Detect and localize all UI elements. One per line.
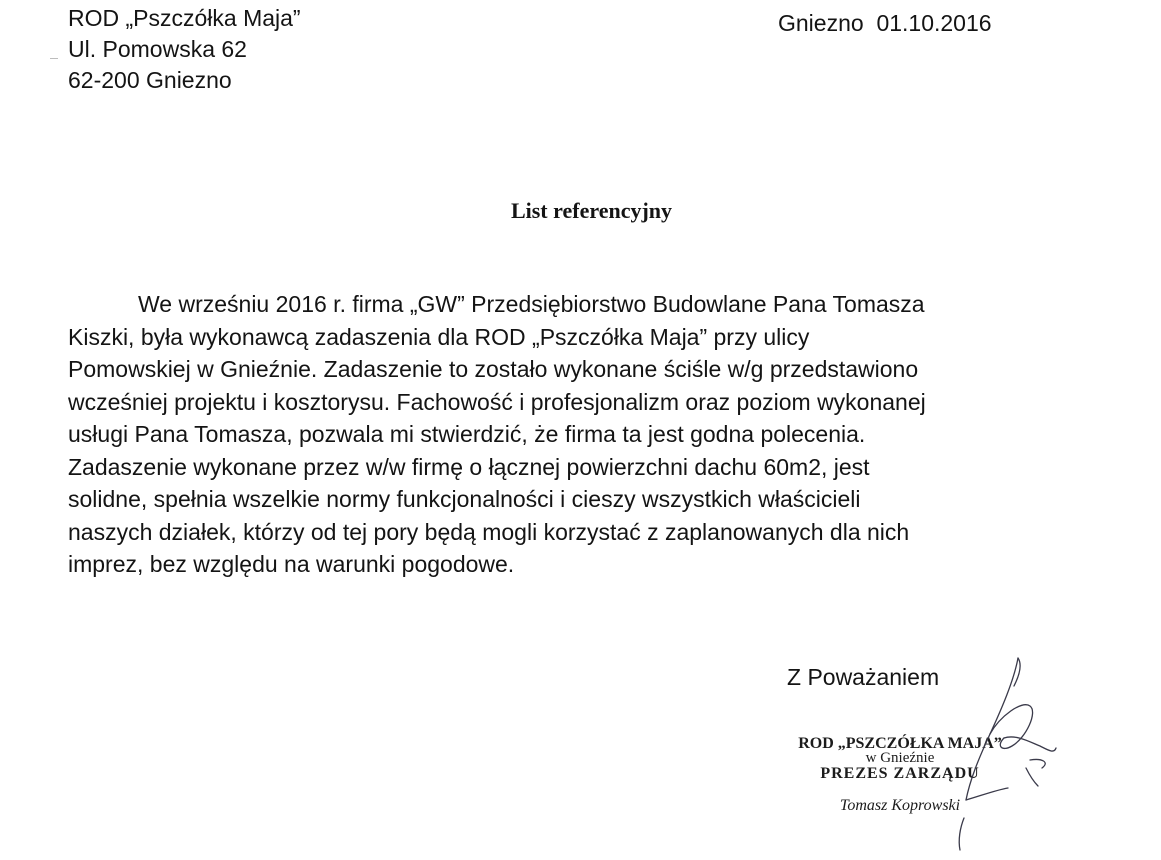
closing-salutation: Z Poważaniem [787, 664, 940, 690]
body-line: wcześniej projektu i kosztorysu. Fachowość i profesjonalizm oraz poziom wykonanej [68, 388, 926, 415]
stamp-organization: ROD „PSZCZÓŁKA MAJA” [798, 735, 1002, 752]
place-and-date: Gniezno 01.10.2016 [778, 10, 992, 36]
sender-name: ROD „Pszczółka Maja” [68, 5, 301, 31]
body-line: solidne, spełnia wszelkie normy funkcjonalności i cieszy wszystkich właścicieli [68, 486, 861, 512]
body-line: Pomowskiej w Gnieźnie. Zadaszenie to zostało wykonane ściśle w/g przedstawiono [68, 356, 919, 382]
sender-street: Ul. Pomowska 62 [68, 36, 247, 62]
stamp-position: PREZES ZARZĄDU [820, 765, 980, 782]
body-line: naszych działek, którzy od tej pory będą mogli korzystać z zaplanowanych dla nich [68, 518, 910, 545]
stamp-location: w Gnieźnie [865, 750, 935, 766]
body-line: Zadaszenie wykonane przez w/w firmę o łącznej powierzchni dachu 60m2, jest [68, 453, 870, 480]
sender-address-block [68, 3, 301, 96]
letter-title: List referencyjny [510, 198, 673, 223]
body-line: Kiszki, była wykonawcą zadaszenia dla ROD „Pszczółka Maja” przy ulicy [68, 323, 810, 350]
stamp-signatory-name: Tomasz Koprowski [839, 797, 961, 814]
body-line: usługi Pana Tomasza, pozwala mi stwierdzić, że firma ta jest godna polecenia. [68, 421, 866, 447]
margin-mark [50, 58, 58, 59]
letter-body [68, 288, 1088, 581]
handwritten-signature-icon [930, 650, 1070, 860]
body-line: imprez, bez względu na warunki pogodowe. [68, 551, 515, 577]
sender-postal-city: 62-200 Gniezno [68, 67, 232, 93]
body-line: We wrześniu 2016 r. firma „GW” Przedsiębiorstwo Budowlane Pana Tomasza [138, 291, 925, 317]
